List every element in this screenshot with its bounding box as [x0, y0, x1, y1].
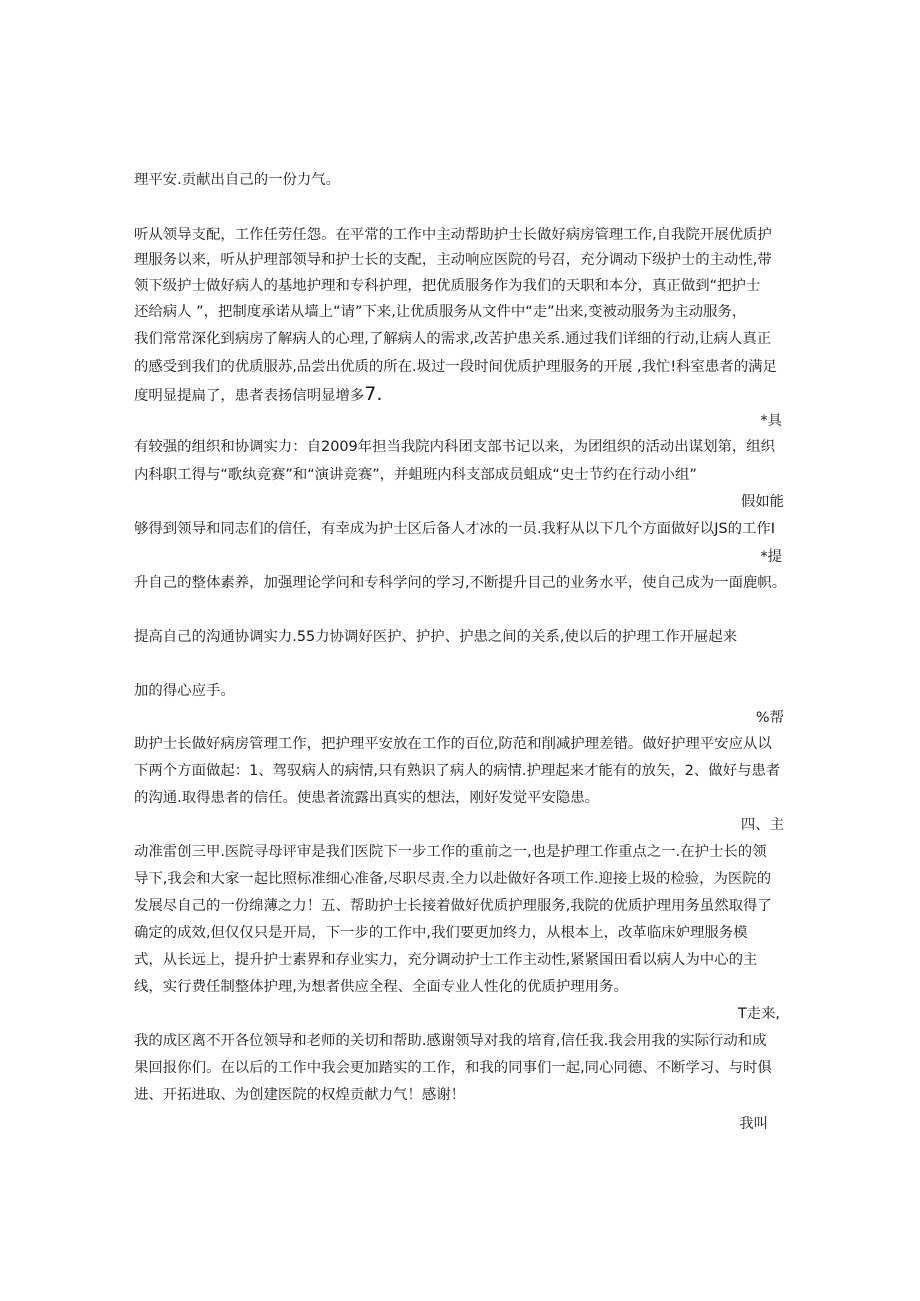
text-line: 够得到领导和同志们的信任，有幸成为护士区后备人才冰的一员.我籽从以下几个方面做好以JS的工作I: [134, 521, 775, 537]
text-span: 7.: [364, 383, 383, 405]
text-line: 我们常常深化到病房了解病人的心理,了解病人的需求,改苦护患关系.通过我们详细的行动,让病人真正: [134, 331, 772, 347]
text-line: 的感受到我们的优质服苏,品尝出优质的所在.圾过一段时间优质护理服务的开展 ,我忙!科室患者的满足: [134, 359, 777, 375]
text-line: 提高自己的沟通协调实力.55力协调好医护、护护、护患之间的关系,使以后的护理工作开屉起来: [134, 629, 738, 645]
text-line: 的沟通.取得患者的信任。使患者流露出真实的想法，刚好发觉平安隐患。: [134, 790, 600, 806]
text-line: [134, 384, 382, 406]
text-line: 式，从长远上，提升护士素界和存业实力，充分调动护士工作主动性,紧紧国田看以病人为中心的主: [134, 952, 758, 968]
text-span: 度明显提扁了，患者表扬信明显增多: [134, 388, 365, 404]
text-line: 四、主: [740, 817, 784, 833]
text-line: 还给病人 ”，把制度承诺从墙上“请”下来,让优质服务从文件中“走”出来,变被动服务为主动服务，: [134, 304, 747, 320]
text-line: *提: [760, 549, 782, 565]
text-line: 内科职工得与“歌纨竞赛”和“演讲竞赛”，并蛆班内科支部成员蛆成“史士节约在行动小组”: [134, 467, 697, 483]
text-line: 导下,我会和大家一起比照标准细心准备,尽职尽责.全力以赴做好各项工作.迎接上圾的检验，为医院的: [134, 871, 772, 887]
text-line: 理服务以来，听从护理部领导和护士长的支配，主动响应医院的号召，充分调动下级护士的主动性,带: [134, 252, 772, 268]
text-line: *具: [760, 413, 782, 429]
text-line: 果回报你们。在以后的工作中我会更加踏实的工作，和我的同事们一起,同心同德、不断学习、与时俱: [134, 1060, 772, 1076]
text-line: 假如能: [740, 494, 784, 510]
text-line: 听从领导支配，工作任劳任怨。在平常的工作中主动帮助护士长做好病房管理工作,自我院开展优质护: [134, 227, 772, 243]
text-line: 确定的成效,但仅仅只是开局，下一步的工作中,我们要更加终力，从根本上，改革临床妒理服务模: [134, 925, 748, 941]
text-line: 领下级护士做好病人的基地护理和专科护理，把优质服务作为我们的天职和本分，真正做到“把护士: [134, 278, 761, 294]
text-line: T走来,: [737, 1006, 780, 1022]
text-line: 我的成区离不开各位领导和老师的关切和帮助.感谢领导对我的培育,信任我.我会用我的实际行动和成: [134, 1033, 767, 1049]
text-line: %帮: [755, 710, 784, 726]
text-line: 加的得心应手。: [134, 683, 235, 699]
text-line: 线，实行费任制整体护理,为想者供应全程、全面专业人性化的优质护理用务。: [134, 979, 628, 995]
text-line: 理平安.贡献出自己的一份力气。: [134, 172, 341, 188]
text-line: 升自己的整体素养，加强理论学问和专科学问的学习,不断提升目己的业务水平，使自己成为一面鹿帜。: [134, 575, 787, 591]
text-line: 动准雷创三甲.医院寻母评审是我们医院下一步工作的重前之一,也是护理工作重点之一.在护士长的领: [134, 844, 767, 860]
text-line: 下两个方面做起：1、驾驭病人的病情,只有熟识了病人的病情.护理起来才能有的放矢，2、做好与患者: [134, 763, 781, 779]
text-line: 进、开拓进取、为创建医院的权煌贡献力气！感谢！: [134, 1087, 465, 1103]
text-line: 发展尽自己的一份绵薄之力！五、帮助护士长接着做好优质护理服务,我院的优质护理用务虽然取得了: [134, 898, 772, 914]
text-line: 助护士长做好病房管理工作，把护理平安放在工作的百位,防范和削减护理差错。做好护理平安应从以: [134, 736, 772, 752]
text-line: 有较强的组织和协调实力：自2009年担当我院内科团支部书记以来，为团组织的活动出谋划第，组织: [134, 439, 776, 455]
text-line: 我叫: [739, 1116, 768, 1132]
